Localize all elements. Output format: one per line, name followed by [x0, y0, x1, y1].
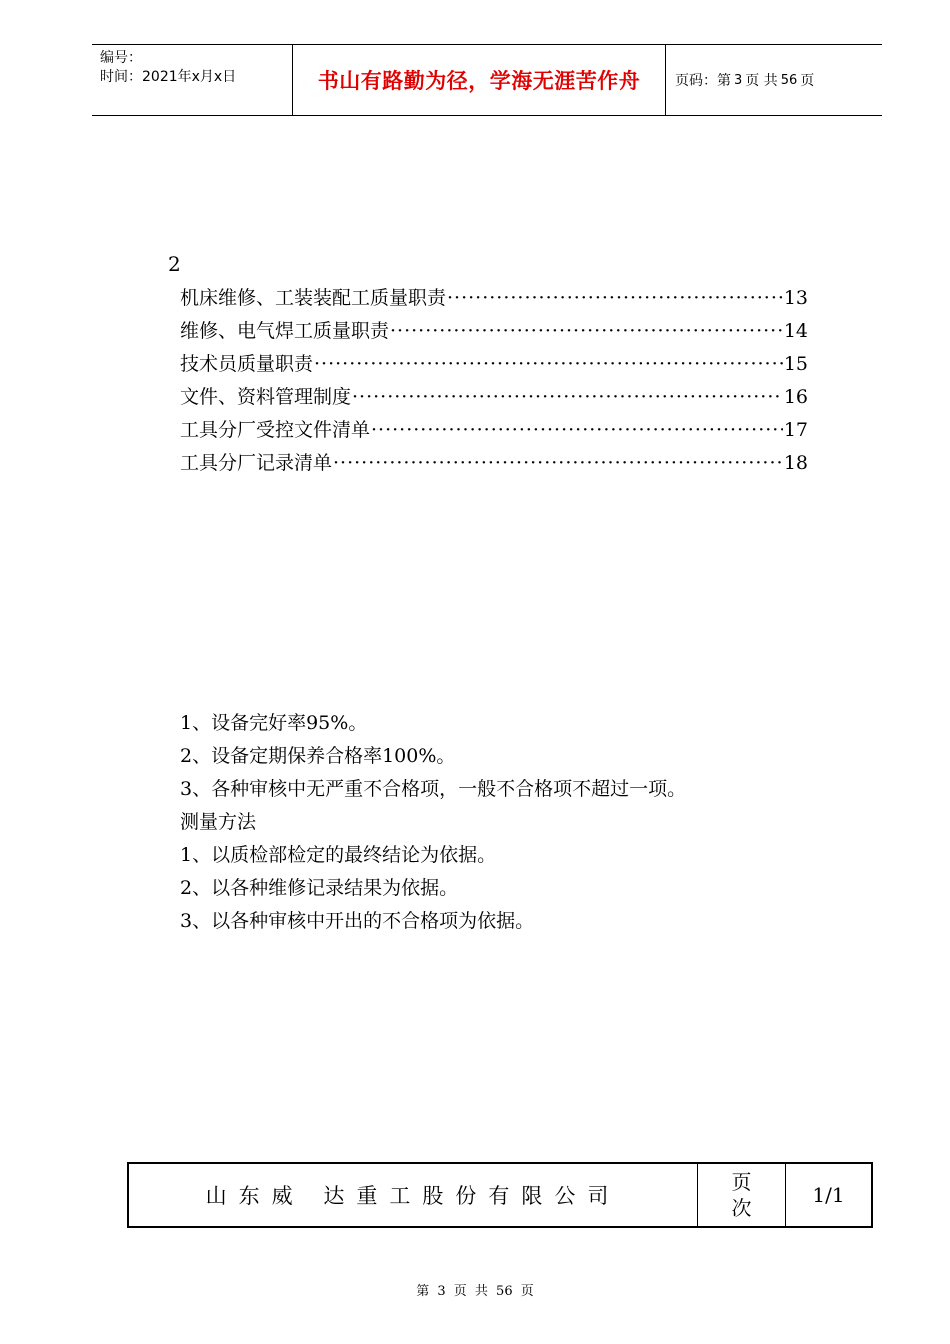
body-line: 2、以各种维修记录结果为依据。 [180, 877, 459, 899]
toc-dot-leader [352, 381, 783, 414]
toc-dot-leader [390, 315, 783, 348]
header-meta [100, 49, 290, 111]
toc-entry-title: 技术员质量职责 [180, 353, 314, 375]
toc-entry-title: 工具分厂受控文件清单 [180, 419, 371, 441]
header-page-suffix: 页 [800, 73, 815, 89]
page-footer: 第 3 页 共 56 页 [416, 1284, 534, 1299]
toc-entry-page: 17 [783, 419, 808, 441]
toc-section-number: 2 [168, 252, 181, 276]
page-value-cell: 1/1 [785, 1164, 871, 1226]
body-line: 1、设备完好率95%。 [180, 712, 368, 734]
toc-entry-title: 文件、资料管理制度 [180, 386, 352, 408]
page-label-line: 页 [731, 1170, 752, 1194]
header-motto: 书山有路勤为径，学海无涯苦作舟 [317, 69, 641, 93]
toc-entry[interactable] [180, 348, 808, 381]
company-name: 山东威 达重工股份有限公司 [205, 1184, 621, 1208]
body-line: 2、设备定期保养合格率100%。 [180, 745, 456, 767]
header-page-info [675, 45, 814, 115]
body-line: 3、以各种审核中开出的不合格项为依据。 [180, 910, 535, 932]
document-header [92, 44, 882, 116]
section-heading: 测量方法 [180, 811, 257, 833]
page-label-line: 次 [731, 1196, 752, 1220]
body-line: 3、各种审核中无严重不合格项，一般不合格项不超过一项。 [180, 778, 687, 800]
footer-table [127, 1162, 873, 1228]
toc-entry-page: 13 [783, 287, 808, 309]
body-line: 1、以质检部检定的最终结论为依据。 [180, 844, 497, 866]
header-divider [665, 45, 666, 115]
toc-entry[interactable] [180, 315, 808, 348]
header-number-label: 编号： [100, 50, 142, 66]
header-page-current: 3 [734, 72, 743, 88]
header-time-label: 时间：2021年x月x日 [100, 69, 237, 85]
toc-entry-title: 工具分厂记录清单 [180, 452, 333, 474]
toc-dot-leader [447, 282, 783, 315]
toc-entry-page: 16 [783, 386, 808, 408]
toc-dot-leader [333, 447, 783, 480]
toc-entry[interactable] [180, 282, 808, 315]
toc-entry-page: 15 [783, 353, 808, 375]
header-page-prefix: 页码：第 [675, 73, 731, 89]
toc-entry-title: 机床维修、工装装配工质量职责 [180, 287, 447, 309]
page-label-cell [697, 1164, 785, 1226]
toc-dot-leader [371, 414, 783, 447]
toc-entry[interactable] [180, 414, 808, 447]
toc-dot-leader [314, 348, 783, 381]
toc-entry[interactable] [180, 447, 808, 480]
body-text [180, 707, 820, 938]
toc-entry-page: 18 [783, 452, 808, 474]
toc-entry-title: 维修、电气焊工质量职责 [180, 320, 390, 342]
header-page-total: 56 [780, 72, 798, 88]
toc-entry-page: 14 [783, 320, 808, 342]
toc-entry[interactable] [180, 381, 808, 414]
table-of-contents [180, 282, 808, 480]
header-page-mid: 页 共 [745, 73, 778, 89]
